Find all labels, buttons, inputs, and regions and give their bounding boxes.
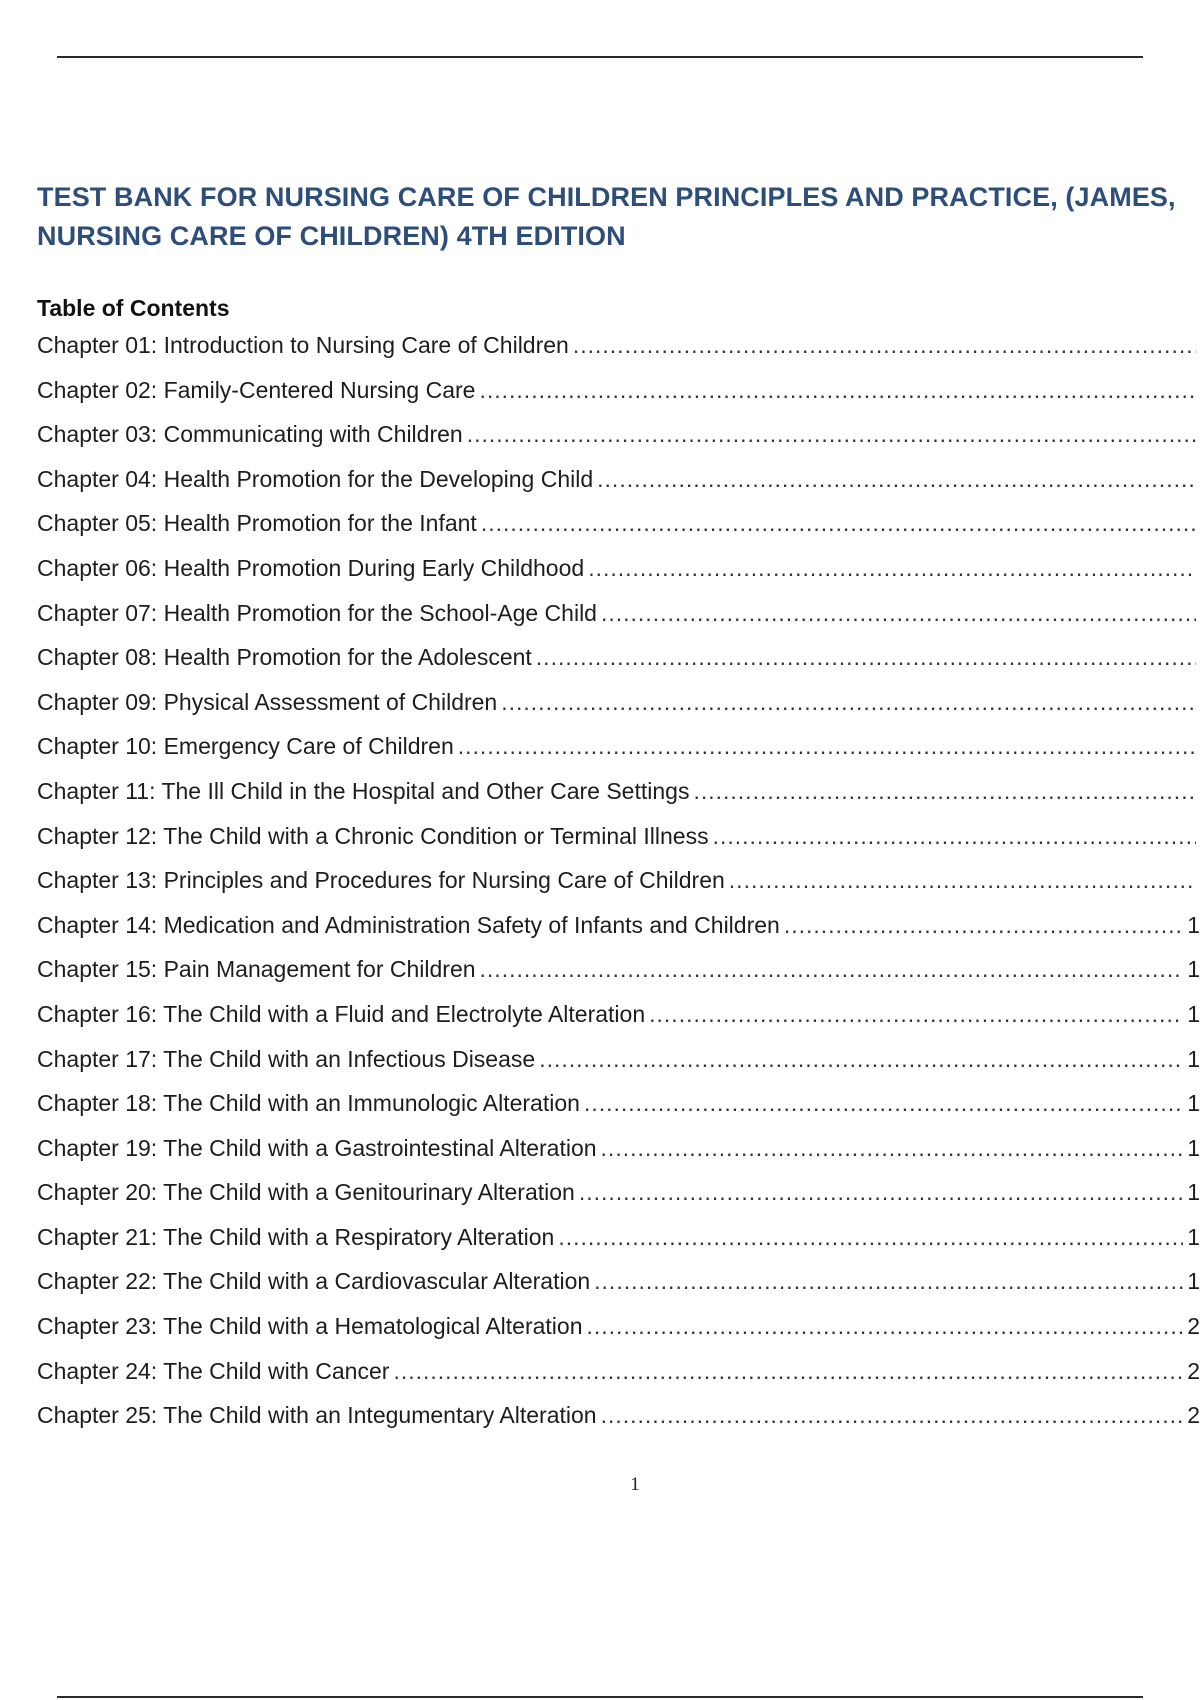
- toc-entry[interactable]: [37, 371, 1200, 416]
- toc-leader-dots: [584, 1084, 1183, 1122]
- toc-leader-dots: [597, 460, 1196, 498]
- toc-entry[interactable]: [37, 1173, 1200, 1218]
- toc-entry-page: 2: [1187, 1402, 1200, 1429]
- toc-entry-page: 1: [1187, 956, 1200, 983]
- toc-entry-label: Chapter 03: Communicating with Children: [37, 421, 463, 448]
- toc-leader-dots: [784, 906, 1183, 944]
- toc-entry-label: Chapter 05: Health Promotion for the Infant: [37, 510, 477, 537]
- header-rule: [57, 56, 1143, 58]
- toc-leader-dots: [501, 683, 1196, 721]
- toc-leader-dots: [601, 594, 1196, 632]
- toc-entry-label: Chapter 02: Family-Centered Nursing Care: [37, 376, 476, 403]
- toc-entry[interactable]: [37, 906, 1200, 951]
- toc-entry-page: 1: [1187, 1268, 1200, 1295]
- toc-entry-page: 1: [1187, 1134, 1200, 1161]
- toc-entry-label: Chapter 23: The Child with a Hematological Alteration: [37, 1313, 583, 1340]
- toc-leader-dots: [480, 950, 1184, 988]
- toc-leader-dots: [393, 1352, 1183, 1390]
- toc-entry[interactable]: [37, 638, 1200, 683]
- toc-entry-label: Chapter 25: The Child with an Integumentary Alteration: [37, 1402, 597, 1429]
- toc-entry[interactable]: [37, 683, 1200, 728]
- toc-entry[interactable]: [37, 549, 1200, 594]
- toc-entry-page: 2: [1187, 1313, 1200, 1340]
- toc-entry-page: 1: [1187, 1179, 1200, 1206]
- toc-leader-dots: [601, 1396, 1184, 1434]
- toc-entry[interactable]: [37, 326, 1200, 371]
- toc-entry-label: Chapter 20: The Child with a Genitourinary Alteration: [37, 1179, 575, 1206]
- toc-entry-label: Chapter 04: Health Promotion for the Developing Child: [37, 465, 594, 492]
- toc-entry[interactable]: [37, 1040, 1200, 1085]
- toc-entry-label: Chapter 15: Pain Management for Children: [37, 956, 476, 983]
- toc-leader-dots: [713, 817, 1196, 855]
- toc-entry-label: Chapter 14: Medication and Administration Safety of Infants and Children: [37, 911, 780, 938]
- toc-entry[interactable]: [37, 1129, 1200, 1174]
- toc-leader-dots: [479, 371, 1196, 409]
- toc-entry-label: Chapter 18: The Child with an Immunologic Alteration: [37, 1090, 580, 1117]
- toc-entry-page: 1: [1187, 1223, 1200, 1250]
- toc-leader-dots: [579, 1173, 1183, 1211]
- toc-entry[interactable]: [37, 1084, 1200, 1129]
- toc-entry[interactable]: [37, 861, 1200, 906]
- toc-entry-label: Chapter 10: Emergency Care of Children: [37, 733, 454, 760]
- toc-leader-dots: [573, 326, 1196, 364]
- toc-entry[interactable]: [37, 504, 1200, 549]
- toc-entry-label: Chapter 06: Health Promotion During Early Childhood: [37, 554, 585, 581]
- toc-leader-dots: [649, 995, 1183, 1033]
- toc-entry[interactable]: [37, 1396, 1200, 1441]
- toc-leader-dots: [693, 772, 1196, 810]
- footer-rule: [57, 1696, 1143, 1698]
- toc-entry-label: Chapter 13: Principles and Procedures for Nursing Care of Children: [37, 867, 725, 894]
- toc-leader-dots: [481, 504, 1196, 542]
- document-title: TEST BANK FOR NURSING CARE OF CHILDREN PRINCIPLES AND PRACTICE, (JAMES, NURSING CARE OF CHILDREN) 4TH EDITION: [37, 182, 1176, 251]
- toc-entry-page: 1: [1187, 1090, 1200, 1117]
- toc-entry[interactable]: [37, 1218, 1200, 1263]
- toc-leader-dots: [594, 1262, 1183, 1300]
- toc-entry-label: Chapter 24: The Child with Cancer: [37, 1357, 390, 1384]
- toc-entry-page: 2: [1187, 1357, 1200, 1384]
- toc-entry[interactable]: [37, 594, 1200, 639]
- toc-entry-label: Chapter 09: Physical Assessment of Children: [37, 688, 498, 715]
- toc-leader-dots: [601, 1129, 1184, 1167]
- toc-entry[interactable]: [37, 1352, 1200, 1397]
- toc-entry[interactable]: [37, 817, 1200, 862]
- toc-entry-page: 1: [1187, 1045, 1200, 1072]
- toc-entry[interactable]: [37, 950, 1200, 995]
- toc-leader-dots: [539, 1040, 1183, 1078]
- toc-entry-label: Chapter 08: Health Promotion for the Adolescent: [37, 644, 532, 671]
- toc-entry[interactable]: [37, 1307, 1200, 1352]
- table-of-contents: [37, 326, 1200, 1441]
- toc-leader-dots: [536, 638, 1196, 676]
- toc-entry[interactable]: [37, 772, 1200, 817]
- toc-leader-dots: [458, 727, 1196, 765]
- toc-leader-dots: [588, 549, 1196, 587]
- toc-entry-label: Chapter 01: Introduction to Nursing Care of Children: [37, 332, 569, 358]
- toc-leader-dots: [558, 1218, 1183, 1256]
- toc-entry[interactable]: [37, 995, 1200, 1040]
- toc-entry[interactable]: [37, 1262, 1200, 1307]
- toc-entry-label: Chapter 17: The Child with an Infectious Disease: [37, 1045, 536, 1072]
- toc-entry-page: 1: [1187, 1000, 1200, 1027]
- page-number: 1: [630, 1474, 640, 1495]
- toc-leader-dots: [729, 861, 1196, 899]
- toc-entry-label: Chapter 12: The Child with a Chronic Condition or Terminal Illness: [37, 822, 709, 849]
- toc-entry-label: Chapter 11: The Ill Child in the Hospital and Other Care Settings: [37, 777, 690, 804]
- toc-entry[interactable]: [37, 460, 1200, 505]
- toc-entry[interactable]: [37, 727, 1200, 772]
- toc-entry-label: Chapter 16: The Child with a Fluid and Electrolyte Alteration: [37, 1000, 646, 1027]
- toc-entry-label: Chapter 22: The Child with a Cardiovascular Alteration: [37, 1268, 591, 1295]
- toc-leader-dots: [467, 415, 1196, 453]
- toc-entry[interactable]: [37, 415, 1200, 460]
- toc-entry-label: Chapter 19: The Child with a Gastrointestinal Alteration: [37, 1134, 597, 1161]
- toc-entry-label: Chapter 21: The Child with a Respiratory Alteration: [37, 1223, 555, 1250]
- toc-entry-page: 1: [1187, 911, 1200, 938]
- toc-heading: Table of Contents: [37, 295, 230, 321]
- toc-leader-dots: [587, 1307, 1184, 1345]
- toc-entry-label: Chapter 07: Health Promotion for the School-Age Child: [37, 599, 597, 626]
